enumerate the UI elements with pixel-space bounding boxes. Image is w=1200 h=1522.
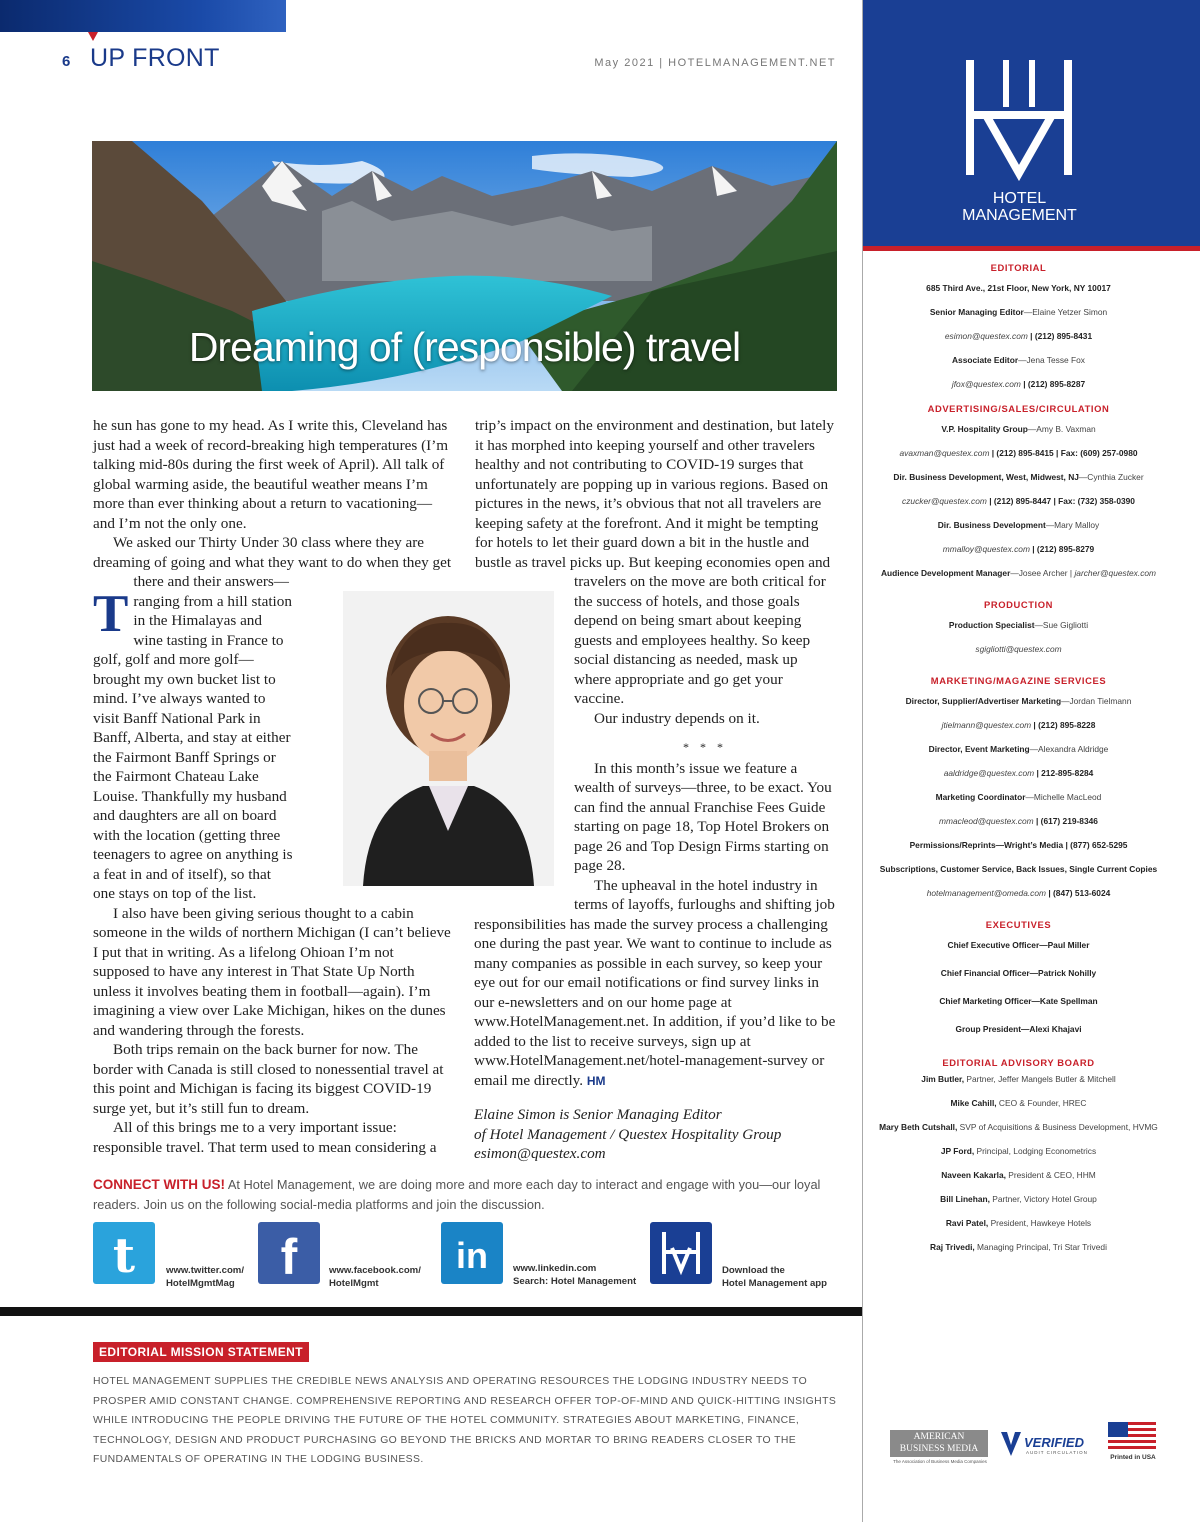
linkedin-icon[interactable] [441, 1222, 503, 1284]
staff-title: Production Specialist [948, 620, 1035, 630]
hero-title: Dreaming of (responsible) travel [188, 324, 741, 370]
board-member-role: CEO & Founder, HREC [996, 1098, 1087, 1108]
article-paragraph: I also have been giving serious thought to a cabin someone in the wilds of northern Michigan (I can’t believe I put that in writing. As a lifelong Ohioan I’m not supposed to have any interest in That State Up North unless it involves beating them in football—again). I’m imagining a view over Lake Michigan, hikes on the dunes and wandering through the forests. [93, 904, 451, 1039]
staff-name: —Sue Gigliotti [1034, 620, 1089, 630]
verified-logo [1000, 1430, 1100, 1460]
abm-line1: AMERICAN [913, 1432, 965, 1442]
section-title: UP FRONT [90, 44, 220, 72]
staff-title: Dir. Business Development [937, 520, 1046, 530]
staff-directory [866, 262, 1171, 1266]
author-signature [474, 1105, 836, 1164]
mission-text: HOTEL MANAGEMENT SUPPLIES THE CREDIBLE NEWS ANALYSIS AND OPERATING RESOURCES THE LODGING INDUSTRY NEEDS TO PROSPER AMID CONSTANT CHANGE. COMPREHENSIVE REPORTING AND RESEARCH OFFER TOP-OF-MIND AND QUICK-HITTING INSIGHTS WHILE INTRODUCING THE PEOPLE DRIVING THE FUTURE OF THE HOTEL COMMUNITY. STRATEGIES ABOUT MARKETING, FINANCE, TECHNOLOGY, DESIGN AND PRODUCT PURCHASING GO BEYOND THE BRICKS AND MORTAR TO BRING READERS CLOSER TO THE FUNDAMENTALS OF OPERATING IN THE LODGING BUSINESS. [93, 1376, 837, 1466]
board-member-name: Bill Linehan, [940, 1194, 990, 1204]
masthead-red-rule [863, 246, 1200, 251]
board-member-name: JP Ford, [940, 1146, 975, 1156]
hero-image [92, 141, 837, 391]
board-member-role: Partner, Victory Hotel Group [989, 1194, 1097, 1204]
twitter-url: www.twitter.com/ [166, 1265, 245, 1276]
staff-name: —Amy B. Vaxman [1027, 424, 1096, 434]
board-member-role: President & CEO, HHM [1005, 1170, 1096, 1180]
author-email[interactable]: esimon@questex.com [474, 1145, 606, 1162]
board-member-name: Raj Trivedi, [930, 1242, 975, 1252]
staff-phone: | 212-895-8284 [1034, 768, 1094, 778]
staff-phone: | (212) 895-8287 [1020, 379, 1086, 389]
end-mark: HM [586, 1073, 606, 1088]
staff-phone: | (212) 895-8431 [1027, 331, 1093, 341]
svg-text:in: in [456, 1235, 488, 1276]
connect-heading: CONNECT WITH US! [93, 1177, 225, 1192]
board-member-name: Mary Beth Cutshall, [879, 1122, 958, 1132]
linkedin-search: Search: Hotel Management [513, 1276, 637, 1287]
board-member-name: Jim Butler, [921, 1074, 965, 1084]
facebook-url: www.facebook.com/ [329, 1265, 421, 1276]
staff-name: —Michelle MacLeod [1025, 792, 1102, 802]
staff-title: Director, Event Marketing [928, 744, 1030, 754]
staff-email[interactable]: aaldridge@questex.com [943, 768, 1035, 778]
staff-email[interactable]: sgigliotti@questex.com [975, 644, 1062, 654]
twitter-handle: HotelMgmtMag [166, 1278, 235, 1289]
staff-email[interactable]: czucker@questex.com [902, 496, 987, 506]
abm-line2: BUSINESS MEDIA [899, 1444, 979, 1454]
staff-phone: | (212) 895-8279 [1029, 544, 1095, 554]
staff-phone: | (212) 895-8447 | Fax: (732) 358-0390 [986, 496, 1135, 506]
abm-logo [890, 1430, 988, 1457]
board-member-role: President, Hawkeye Hotels [988, 1218, 1092, 1228]
printed-in-usa: Printed in USA [1110, 1454, 1156, 1461]
board-member-role: SVP of Acquisitions & Business Development, HVMG [957, 1122, 1158, 1132]
mission-label: EDITORIAL MISSION STATEMENT [93, 1342, 309, 1362]
staff-email[interactable]: mmacleod@questex.com [939, 816, 1034, 826]
staff-title: Senior Managing Editor [929, 307, 1024, 317]
page-number: 6 [62, 53, 71, 70]
facebook-icon[interactable] [258, 1222, 320, 1284]
red-marker [88, 32, 98, 41]
staff-name: —Elaine Yetzer Simon [1023, 307, 1108, 317]
article-paragraph: In this month’s issue we feature a wealth of surveys—three, to be exact. You can find the annual Franchise Fees Guide starting on page 18, Top Hotel Brokers on page 26 and Top Design Firms starting on page 28. [574, 759, 832, 874]
article-paragraph: trip’s impact on the environment and destination, but lately it has morphed into keeping yourself and other travelers healthy and not contributing to COVID-19 surges that unfortunately are popping up in various regions. Based on pictures in the news, it’s obvious that not all travelers are keeping safety at the forefront. And it might be tempting for hotels to let their guard down a bit in the hustle and bustle as travel picks up. But keeping economies open and travelers on the move are both critical for the success of hotels, and those goals depend on being smart about keeping guests and employees healthy. So keep social distancing as needed, mask up where appropriate and go get your vaccine. [475, 417, 834, 707]
top-color-bar [0, 0, 286, 32]
heading-marketing: MARKETING/MAGAZINE SERVICES [930, 675, 1107, 686]
facebook-link[interactable] [329, 1264, 421, 1290]
staff-name: —Josee Archer | [1010, 568, 1075, 578]
hm-logo-icon [958, 55, 1078, 185]
brand-line-1: HOTEL [992, 190, 1047, 207]
article-paragraph: All of this brings me to a very important issue: responsible travel. That term used to mean considering a [93, 1119, 437, 1156]
article-paragraph: he sun has gone to my head. As I write this, Cleveland has just had a week of record-breaking high temperatures (I’m talking mid-80s during the first week of April). All talk of global warming aside, the beautiful weather means I’m more than ever thinking about a return to vacationing—and I’m not the only one. [93, 417, 449, 532]
social-links [93, 1222, 853, 1288]
svg-text:f: f [280, 1229, 298, 1284]
board-member-name: Mike Cahill, [950, 1098, 997, 1108]
staff-name: —Alexandra Aldridge [1029, 744, 1109, 754]
staff-title: Audience Development Manager [880, 568, 1011, 578]
photo-wrap-spacer [474, 759, 574, 915]
subscriptions-line: Subscriptions, Customer Service, Back Issues, Single Current Copies [879, 864, 1158, 874]
app-line1: Download the [722, 1265, 785, 1276]
connect-text: At Hotel Management, we are doing more and more each day to interact and engage with you—our loyal readers. Join us on the following social-media platforms and join the discussion. [93, 1177, 821, 1212]
staff-email[interactable]: mmalloy@questex.com [942, 544, 1030, 554]
executive-line: Chief Marketing Officer—Kate Spellman [939, 996, 1098, 1006]
board-member-role: Principal, Lodging Econometrics [974, 1146, 1097, 1156]
linkedin-link[interactable] [513, 1262, 636, 1288]
heading-executives: EXECUTIVES [985, 919, 1052, 930]
svg-text:t: t [112, 1228, 136, 1284]
executive-line: Chief Executive Officer—Paul Miller [947, 940, 1090, 950]
article-column-right [474, 416, 836, 1164]
linkedin-url: www.linkedin.com [513, 1263, 597, 1274]
staff-email[interactable]: avaxman@questex.com [899, 448, 990, 458]
facebook-handle: HotelMgmt [329, 1278, 379, 1289]
staff-title: Director, Supplier/Advertiser Marketing [905, 696, 1062, 706]
staff-title: Associate Editor [952, 355, 1019, 365]
subscriptions-email[interactable]: hotelmanagement@omeda.com [926, 888, 1047, 898]
article-paragraph: Both trips remain on the back burner for now. The border with Canada is still closed to nonessential travel at this point and Michigan is facing its biggest COVID-19 surge yet, but it’s still fun to dream. [93, 1041, 444, 1117]
staff-title: Marketing Coordinator [935, 792, 1026, 802]
heading-editorial: EDITORIAL [990, 262, 1047, 273]
section-divider [0, 1307, 862, 1316]
executive-line: Chief Financial Officer—Patrick Nohilly [940, 968, 1097, 978]
photo-wrap-offset [452, 416, 453, 591]
brand-line-2: MANAGEMENT [962, 207, 1077, 224]
photo-wrap-spacer [474, 572, 574, 750]
board-member-name: Ravi Patel, [945, 1218, 989, 1228]
connect-section [93, 1175, 833, 1215]
staff-name: —Cynthia Zucker [1078, 472, 1144, 482]
board-member-name: Naveen Kakarla, [941, 1170, 1006, 1180]
office-address: 685 Third Ave., 21st Floor, New York, NY 10017 [926, 283, 1111, 293]
us-flag-icon [1108, 1422, 1156, 1452]
staff-email[interactable]: jarcher@questex.com [1074, 568, 1157, 578]
staff-phone: | (617) 219-8346 [1033, 816, 1098, 826]
app-download-text[interactable] [722, 1264, 827, 1290]
signature-line: Elaine Simon is Senior Managing Editor [474, 1106, 722, 1123]
verified-check-icon [1000, 1430, 1022, 1458]
board-member-role: Partner, Jeffer Mangels Butler & Mitchell [964, 1074, 1116, 1084]
drop-cap: T [93, 585, 129, 643]
article-paragraph: We asked our Thirty Under 30 class where they are dreaming of going and what they want to do when they get there and their answers—ranging from a hill station in the Himalayas and wine tasting in France to golf, golf and more golf—brought my own bucket list to mind. I’ve always wanted to visit Banff National Park in Banff, Alberta, and stay at either the Fairmont Banff Springs or the Fairmont Chateau Lake Louise. Thankfully my husband and daughters are all on board with the location (getting three teenagers to agree on anything is a feat in and of itself), so that one stays on top of the list. [93, 534, 452, 902]
board-member-role: Managing Principal, Tri Star Trivedi [974, 1242, 1107, 1252]
permissions-line: Permissions/Reprints—Wright’s Media | (877) 652-5295 [909, 840, 1128, 850]
heading-advisory-board: EDITORIAL ADVISORY BOARD [942, 1057, 1095, 1068]
heading-advertising: ADVERTISING/SALES/CIRCULATION [927, 403, 1110, 414]
staff-phone: | (212) 895-8415 | Fax: (609) 257-0980 [989, 448, 1138, 458]
staff-title: Dir. Business Development, West, Midwest, NJ [893, 472, 1079, 482]
staff-name: —Mary Malloy [1045, 520, 1100, 530]
subscriptions-phone: | (847) 513-6024 [1046, 888, 1111, 898]
section-separator: * * * [683, 740, 727, 754]
abm-tagline: The Association of Business Media Companies [893, 1459, 987, 1464]
verified-text: VERIFIED [1024, 1435, 1084, 1450]
verified-subtext: AUDIT CIRCULATION [1026, 1450, 1088, 1455]
staff-phone: | (212) 895-8228 [1031, 720, 1096, 730]
twitter-link[interactable] [166, 1264, 244, 1290]
heading-production: PRODUCTION [983, 599, 1054, 610]
affiliation-logos [888, 1422, 1178, 1472]
hm-app-icon[interactable] [650, 1222, 712, 1284]
signature-line: of Hotel Management / Questex Hospitality Group [474, 1125, 782, 1143]
staff-title: V.P. Hospitality Group [941, 424, 1028, 434]
staff-email[interactable]: jfox@questex.com [951, 379, 1021, 389]
article-paragraph: The upheaval in the hotel industry in terms of layoffs, furloughs and shifting job responsibilities has made the survey process a challenging one during the past year. We want to continue to include as many companies as possible in each survey, so keep your eye out for our email notifications or find survey links in our e-newsletters and on our home page at www.HotelManagement.net. In addition, if you’d like to be added to the list to receive surveys, sign up at www.HotelManagement.net/hotel-management-survey or email me directly. [474, 876, 836, 1089]
staff-name: —Jena Tesse Fox [1018, 355, 1085, 365]
twitter-icon[interactable] [93, 1222, 155, 1284]
article-paragraph: Our industry depends on it. [594, 709, 760, 727]
staff-name: —Jordan Tielmann [1061, 696, 1132, 706]
staff-email[interactable]: jtielmann@questex.com [941, 720, 1032, 730]
executive-line: Group President—Alexi Khajavi [955, 1024, 1082, 1034]
issue-info: May 2021 | HOTELMANAGEMENT.NET [594, 57, 836, 69]
app-line2: Hotel Management app [722, 1278, 828, 1289]
staff-email[interactable]: esimon@questex.com [944, 331, 1028, 341]
